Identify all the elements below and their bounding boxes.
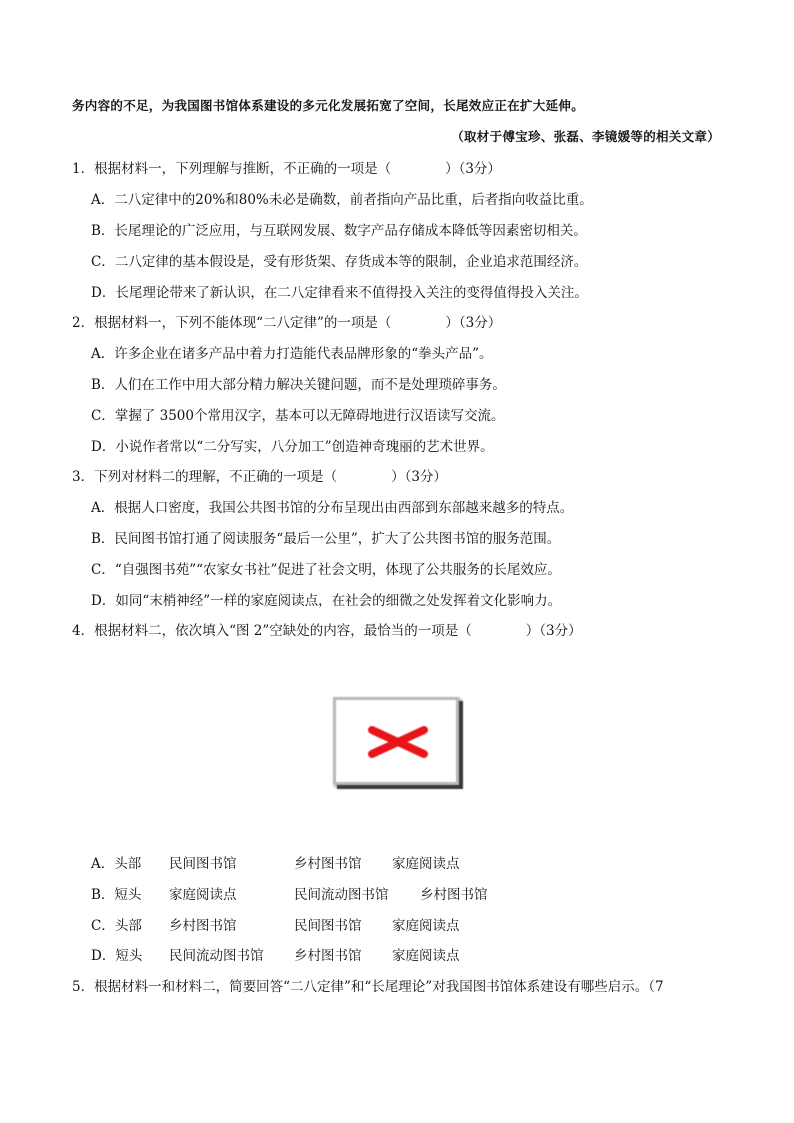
question-2-score: ）（3分）: [445, 315, 502, 331]
question-3-option-c: C．“自强图书苑”“农家女书社”促进了社会文明，体现了公共服务的长尾效应。: [91, 562, 561, 578]
question-1-score: ）（3分）: [445, 161, 501, 177]
question-3-score: ）（3分）: [391, 469, 447, 485]
question-2-stem: [72, 314, 501, 332]
question-4-score: ）（3分）: [525, 623, 582, 639]
question-3-option-d: D．如同“末梢神经”一样的家庭阅读点，在社会的细微之处发挥着文化影响力。: [91, 593, 562, 609]
option-letter: B．短头: [91, 887, 142, 903]
question-1-option-c: C．二八定律的基本假设是，受有形货架、存货成本等的限制，企业追求范围经济。: [91, 254, 588, 270]
question-2-option-d: D．小说作者常以“二分写实，八分加工”创造神奇瑰丽的艺术世界。: [91, 439, 494, 455]
option-item-1: 民间图书馆: [169, 856, 237, 872]
option-item-2: 乡村图书馆: [294, 948, 362, 964]
question-2-text: 2．根据材料一，下列不能体现“二八定律”的一项是（: [72, 315, 392, 331]
question-1-text: 1．根据材料一，下列理解与推断，不正确的一项是（: [72, 161, 392, 177]
question-3-option-a: A．根据人口密度，我国公共图书馆的分布呈现出由西部到东部越来越多的特点。: [91, 500, 574, 516]
option-item-3: 家庭阅读点: [392, 856, 460, 872]
option-item-1: 乡村图书馆: [169, 918, 237, 934]
option-item-1: 家庭阅读点: [169, 887, 237, 903]
option-item-2: 民间流动图书馆: [294, 887, 389, 903]
option-letter: A．头部: [91, 856, 142, 872]
option-letter: D．短头: [91, 948, 143, 964]
question-4-stem: [72, 622, 582, 640]
question-1-option-d: D．长尾理论带来了新认识，在二八定律看来不值得投入关注的变得值得投入关注。: [91, 285, 588, 301]
question-1-option-a: A．二八定律中的20%和80%未必是确数，前者指向产品比重，后者指向收益比重。: [91, 192, 593, 208]
question-3-text: 3．下列对材料二的理解，不正确的一项是（: [72, 469, 338, 485]
question-2-option-b: B．人们在工作中用大部分精力解决关键问题，而不是处理琐碎事务。: [91, 377, 506, 393]
option-item-3: 乡村图书馆: [420, 887, 488, 903]
option-item-3: 家庭阅读点: [392, 918, 460, 934]
question-2-option-a: A．许多企业在诸多产品中着力打造能代表品牌形象的“拳头产品”。: [91, 346, 493, 362]
option-item-2: 民间图书馆: [294, 918, 362, 934]
question-3-stem: [72, 468, 447, 486]
option-item-3: 家庭阅读点: [392, 948, 460, 964]
question-3-option-b: B．民间图书馆打通了阅读服务“最后一公里”，扩大了公共图书馆的服务范围。: [91, 531, 561, 547]
question-5-stem: 5．根据材料一和材料二，简要回答“二八定律”和“长尾理论”对我国图书馆体系建设有哪些启示。（7: [72, 979, 664, 995]
passage-closing-line: 务内容的不足，为我国图书馆体系建设的多元化发展拓宽了空间，长尾效应正在扩大延伸。: [72, 98, 585, 113]
source-citation: （取材于傅宝珍、张磊、李镜媛等的相关文章）: [451, 129, 720, 144]
question-1-stem: [72, 160, 501, 178]
broken-image-x-icon: [366, 724, 430, 760]
question-1-option-b: B．长尾理论的广泛应用，与互联网发展、数字产品存储成本降低等因素密切相关。: [91, 223, 587, 239]
option-letter: C．头部: [91, 918, 142, 934]
option-item-1: 民间流动图书馆: [169, 948, 264, 964]
question-2-option-c: C．掌握了 3500个常用汉字，基本可以无障碍地进行汉语读写交流。: [91, 408, 505, 424]
broken-figure-image: [333, 697, 459, 785]
option-item-2: 乡村图书馆: [294, 856, 362, 872]
question-4-text: 4．根据材料二，依次填入“图 2”空缺处的内容，最恰当的一项是（: [72, 623, 472, 639]
